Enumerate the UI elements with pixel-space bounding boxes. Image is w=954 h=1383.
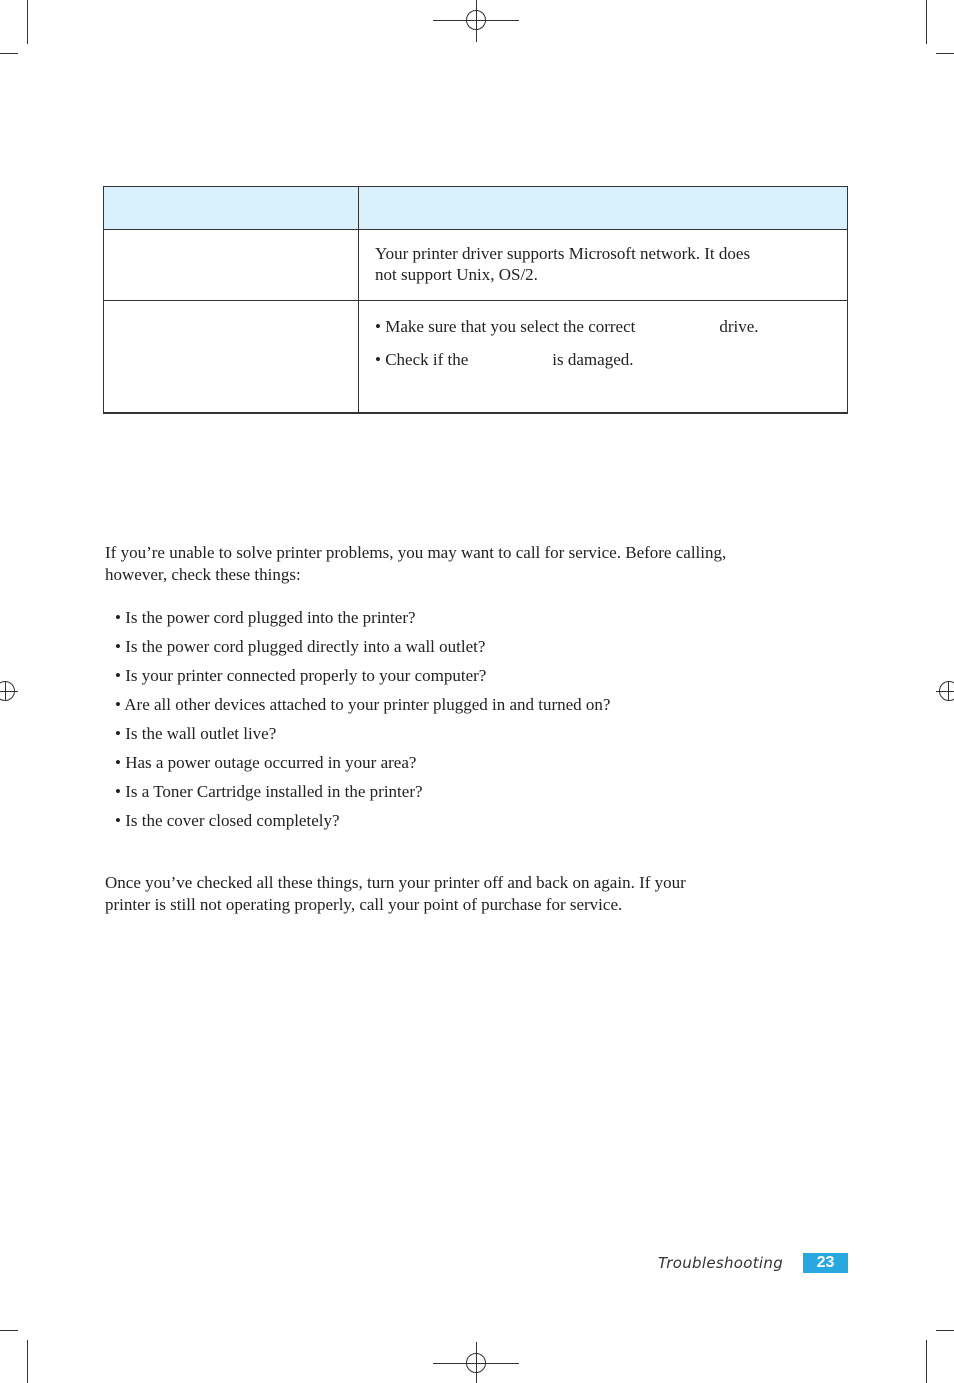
solution-line: Your printer driver supports Microsoft network. It does bbox=[375, 244, 751, 263]
crop-mark bbox=[27, 0, 28, 44]
list-item: • Is the power cord plugged into the printer? bbox=[115, 608, 416, 627]
text-line: printer is still not operating properly, call your point of purchase for service. bbox=[105, 895, 623, 914]
list-item: • Has a power outage occurred in your area? bbox=[115, 753, 417, 772]
table-header-row bbox=[104, 187, 848, 230]
problem-cell bbox=[104, 301, 359, 414]
bullet-text: • Make sure that you select the correct bbox=[375, 317, 636, 336]
table-header-cell bbox=[359, 187, 848, 230]
registration-mark bbox=[466, 1353, 486, 1373]
list-item: • Is a Toner Cartridge installed in the printer? bbox=[115, 782, 423, 801]
service-checklist bbox=[115, 606, 610, 838]
crop-mark bbox=[936, 1330, 954, 1331]
solution-bullet bbox=[375, 316, 831, 337]
list-item: • Is the cover closed completely? bbox=[115, 811, 340, 830]
problem-cell bbox=[104, 230, 359, 301]
table-header-cell bbox=[104, 187, 359, 230]
list-item: • Is the power cord plugged directly into a wall outlet? bbox=[115, 637, 486, 656]
registration-mark bbox=[466, 10, 486, 30]
bullet-text: drive. bbox=[719, 317, 759, 336]
text-line: Once you’ve checked all these things, turn your printer off and back on again. If your bbox=[105, 873, 686, 892]
page-number: 23 bbox=[803, 1253, 848, 1273]
service-intro bbox=[105, 542, 845, 586]
solution-line: not support Unix, OS/2. bbox=[375, 265, 538, 284]
bullet-text: is damaged. bbox=[552, 350, 634, 369]
crop-mark bbox=[926, 1340, 927, 1383]
list-item: • Are all other devices attached to your printer plugged in and turned on? bbox=[115, 695, 611, 714]
service-closing bbox=[105, 872, 845, 916]
troubleshooting-table bbox=[103, 186, 848, 414]
bullet-text: • Check if the bbox=[375, 350, 469, 369]
footer-section-label: Troubleshooting bbox=[658, 1254, 784, 1272]
text-line: If you’re unable to solve printer problems, you may want to call for service. Before calling, bbox=[105, 543, 727, 562]
list-item: • Is the wall outlet live? bbox=[115, 724, 277, 743]
crop-mark bbox=[926, 0, 927, 44]
solution-cell bbox=[359, 230, 848, 301]
solution-cell bbox=[359, 301, 848, 414]
table-row bbox=[104, 301, 848, 414]
crop-mark bbox=[27, 1340, 28, 1383]
crop-mark bbox=[936, 53, 954, 54]
text-line: however, check these things: bbox=[105, 565, 301, 584]
registration-mark bbox=[939, 681, 954, 701]
solution-bullet bbox=[375, 349, 831, 370]
registration-mark bbox=[0, 681, 15, 701]
table-row bbox=[104, 230, 848, 301]
crop-mark bbox=[0, 1330, 18, 1331]
list-item: • Is your printer connected properly to your computer? bbox=[115, 666, 487, 685]
crop-mark bbox=[0, 53, 18, 54]
